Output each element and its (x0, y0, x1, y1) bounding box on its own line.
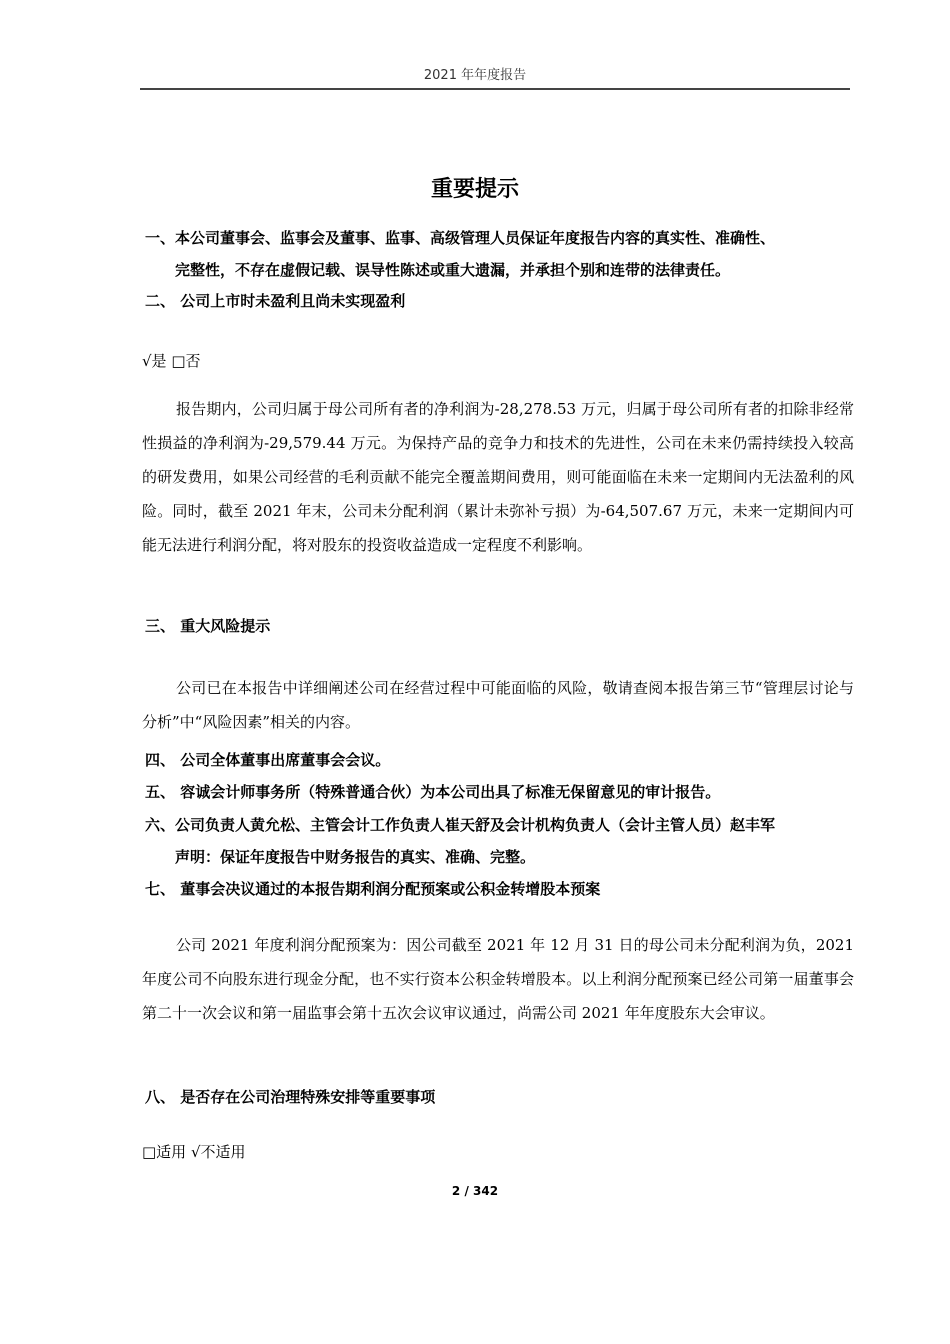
section-one-heading (145, 222, 855, 286)
section-three-paragraph: 公司已在本报告中详细阐述公司在经营过程中可能面临的风险，敬请查阅本报告第三节“管理层讨论与分析”中“风险因素”相关的内容。 (142, 679, 854, 731)
section-seven-heading: 七、 董事会决议通过的本报告期利润分配预案或公积金转增股本预案 (145, 880, 601, 898)
section-two-heading: 二、 公司上市时未盈利且尚未实现盈利 (145, 292, 406, 310)
page-number: 2 / 342 (451, 1184, 499, 1198)
section-eight-options: □适用 √不适用 (142, 1143, 246, 1161)
section-seven-paragraph: 公司 2021 年度利润分配预案为：因公司截至 2021 年 12 月 31 日的母公司未分配利润为负，2021 年度公司不向股东进行现金分配，也不实行资本公积金转增股本。以上利润分配预案已经公司第一届董事会第二十一次会议和第一届监事会第十五次会议审议通过，尚需公司 2021 年年度股东大会审议。 (142, 936, 854, 1022)
section-two-paragraph: 报告期内，公司归属于母公司所有者的净利润为-28,278.53 万元，归属于母公司所有者的扣除非经常性损益的净利润为-29,579.44 万元。为保持产品的竞争力和技术的先进性，公司在未来仍需持续投入较高的研发费用，如果公司经营的毛利贡献不能完全覆盖期间费用，则可能面临在未来一定期间内无法盈利的风险。同时，截至 2021 年末，公司未分配利润（累计未弥补亏损）为-64,507.67 万元，未来一定期间内可能无法进行利润分配，将对股东的投资收益造成一定程度不利影响。 (142, 400, 854, 554)
section-three-heading: 三、 重大风险提示 (145, 617, 271, 635)
section-two-options: √是 □否 (142, 352, 201, 370)
section-one-line2: 完整性，不存在虚假记载、误导性陈述或重大遗漏，并承担个别和连带的法律责任。 (175, 261, 731, 279)
section-six-line2: 声明：保证年度报告中财务报告的真实、准确、完整。 (175, 848, 536, 866)
section-six-line1: 六、公司负责人黄允松、主管会计工作负责人崔天舒及会计机构负责人（会计主管人员）赵丰军 (145, 816, 776, 834)
page-header-title: 2021 年年度报告 (423, 68, 527, 83)
header-divider (140, 88, 850, 90)
section-six-heading (145, 809, 855, 873)
page-title: 重要提示 (430, 177, 519, 202)
section-four-heading: 四、 公司全体董事出席董事会会议。 (145, 751, 391, 769)
section-eight-heading: 八、 是否存在公司治理特殊安排等重要事项 (145, 1088, 436, 1106)
section-five-heading: 五、 容诚会计师事务所（特殊普通合伙）为本公司出具了标准无保留意见的审计报告。 (145, 783, 721, 801)
section-one-line1: 一、本公司董事会、监事会及董事、监事、高级管理人员保证年度报告内容的真实性、准确性、 (145, 229, 776, 247)
